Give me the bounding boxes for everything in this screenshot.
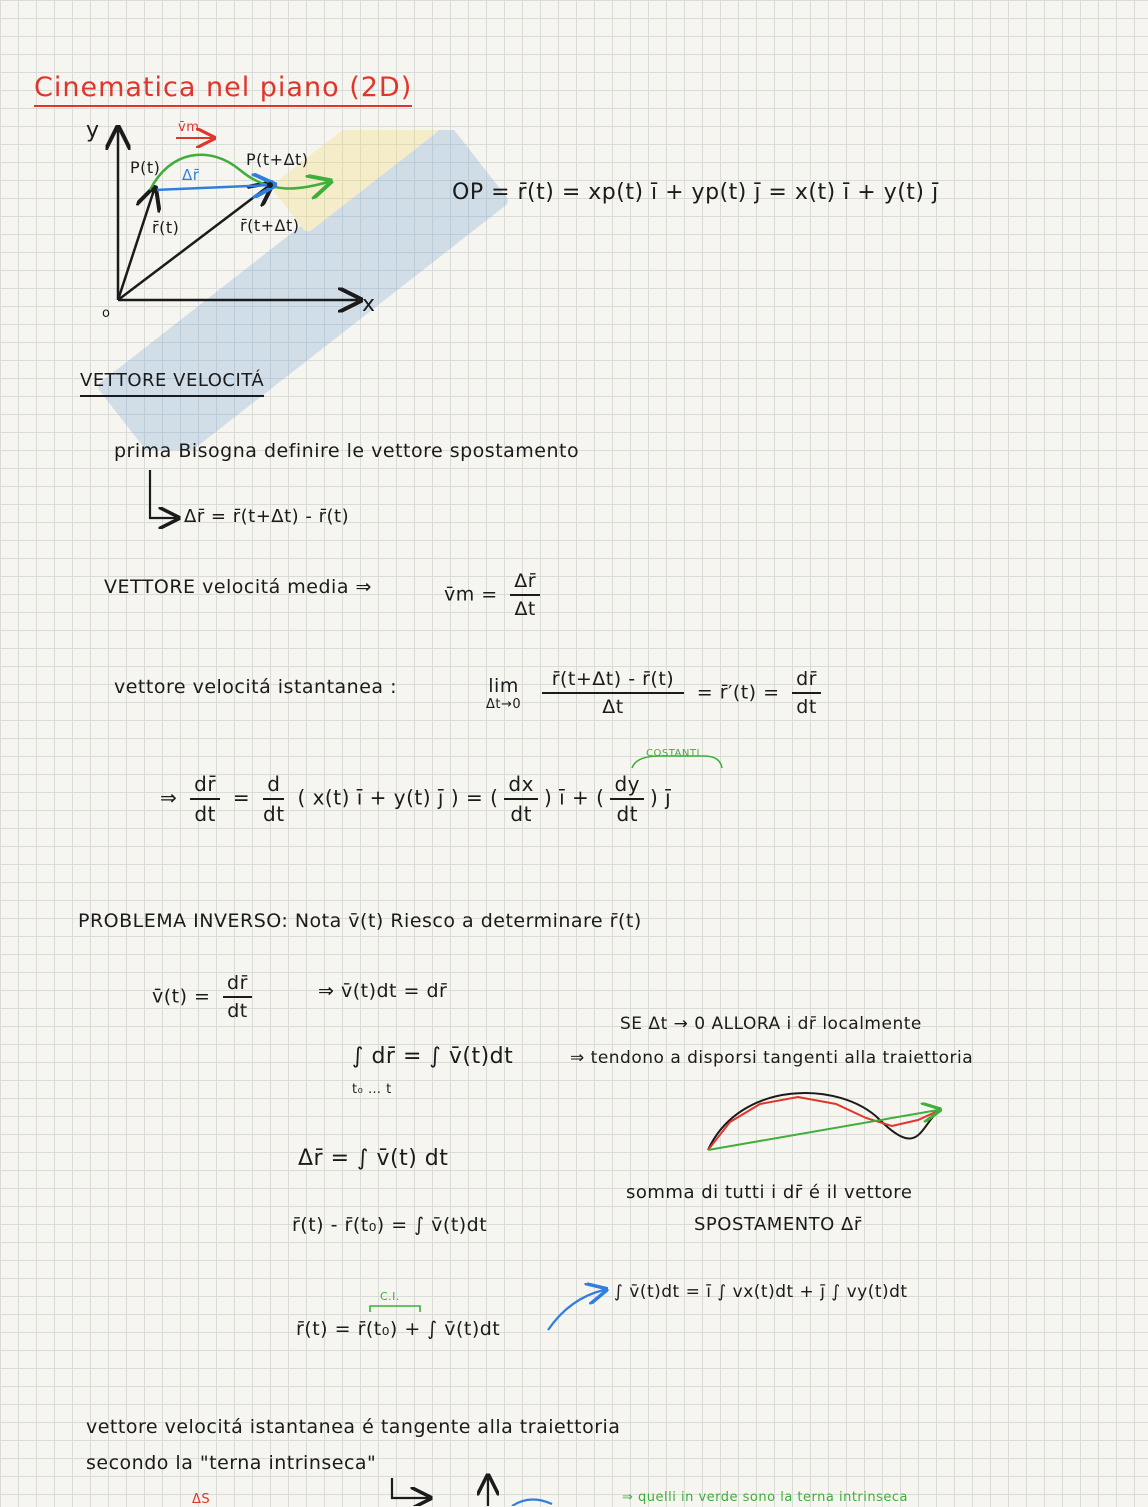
integral-limits-1: t₀ … t xyxy=(352,1082,392,1097)
sum-line-2: SPOSTAMENTO Δr̄ xyxy=(694,1214,862,1235)
component-integral: ∫ v̄(t)dt = ī ∫ vx(t)dt + j̄ ∫ vy(t)dt xyxy=(614,1282,908,1302)
p-t-dt-label: P(t+Δt) xyxy=(246,150,309,169)
delta-r-label: Δr̄ xyxy=(182,166,200,184)
v-dt-equation: ⇒ v̄(t)dt = dr̄ xyxy=(318,980,448,1002)
difference-integral: r̄(t) - r̄(t₀) = ∫ v̄(t)dt xyxy=(292,1214,488,1236)
x-axis-label: x xyxy=(362,292,376,317)
p-t-label: P(t) xyxy=(130,158,161,177)
section-velocity-heading: VETTORE VELOCITÁ xyxy=(80,370,264,397)
costanti-label: COSTANTI xyxy=(646,748,700,759)
tangent-text-2: secondo la "terna intrinseca" xyxy=(86,1452,377,1474)
r-t-dt-vector xyxy=(118,185,270,300)
r-t-dt-label: r̄(t+Δt) xyxy=(240,216,300,235)
intro-text: prima Bisogna definire le vettore spostamento xyxy=(114,440,580,462)
v-definition: v̄(t) = $\frac{dr̄}{dt}$ xyxy=(152,972,258,1022)
delta-s-label: ΔS xyxy=(192,1492,211,1507)
derivative-formula: ⇒ $\frac{dr̄}{dt}$ = $\frac{d}{dt}$ ( x(t) ī + y(t) j̄ ) = ( $\frac{dx}{dt}$ ) ī + ( $\frac{dy}{dt}$ ) j̄ xyxy=(160,772,672,826)
vm-label: v̄m xyxy=(178,120,200,135)
vm-text: VETTORE velocitá media ⇒ xyxy=(104,576,372,598)
delta-r-vector xyxy=(154,185,272,190)
r-t-label: r̄(t) xyxy=(152,218,180,237)
vm-formula: v̄m = $\frac{\Delta r̄}{\Delta t}$ xyxy=(444,570,546,620)
vi-text: vettore velocitá istantanea : xyxy=(114,676,397,698)
sum-line-1: somma di tutti i dr̄ é il vettore xyxy=(626,1182,913,1203)
tangent-text-1: vettore velocitá istantanea é tangente alla traiettoria xyxy=(86,1416,621,1438)
r-t-vector xyxy=(118,190,154,300)
delta-r-integral: Δr̄ = ∫ v̄(t) dt xyxy=(298,1146,449,1171)
intrinsic-note: ⇒ quelli in verde sono la terna intrinseca xyxy=(622,1490,908,1505)
vi-formula: lim Δt→0 $\frac{r̄(t+\Delta t) - r̄(t)}{\Delta t}$ = r̄′(t) = $\frac{dr̄}{dt}$ xyxy=(486,668,827,718)
note-line-1: SE Δt → 0 ALLORA i dr̄ localmente xyxy=(620,1014,922,1034)
integral-equation-1: ∫ dr̄ = ∫ v̄(t)dt xyxy=(352,1044,514,1069)
op-equation: OP = r̄(t) = xp(t) ī + yp(t) j̄ = x(t) ī + y(t) j̄ xyxy=(452,180,939,205)
origin-label: o xyxy=(102,306,111,321)
final-position-integral: r̄(t) = r̄(t₀) + ∫ v̄(t)dt xyxy=(296,1318,501,1340)
page-title: Cinematica nel piano (2D) xyxy=(34,72,412,107)
initial-condition-label: C.I. xyxy=(380,1290,400,1303)
green-chord xyxy=(708,1110,938,1150)
note-line-2: ⇒ tendono a disporsi tangenti alla traiettoria xyxy=(570,1048,974,1068)
problem-heading: PROBLEMA INVERSO: Nota v̄(t) Riesco a determinare r̄(t) xyxy=(78,910,642,932)
delta-r-equation: Δr̄ = r̄(t+Δt) - r̄(t) xyxy=(184,506,350,527)
y-axis-label: y xyxy=(86,118,100,143)
